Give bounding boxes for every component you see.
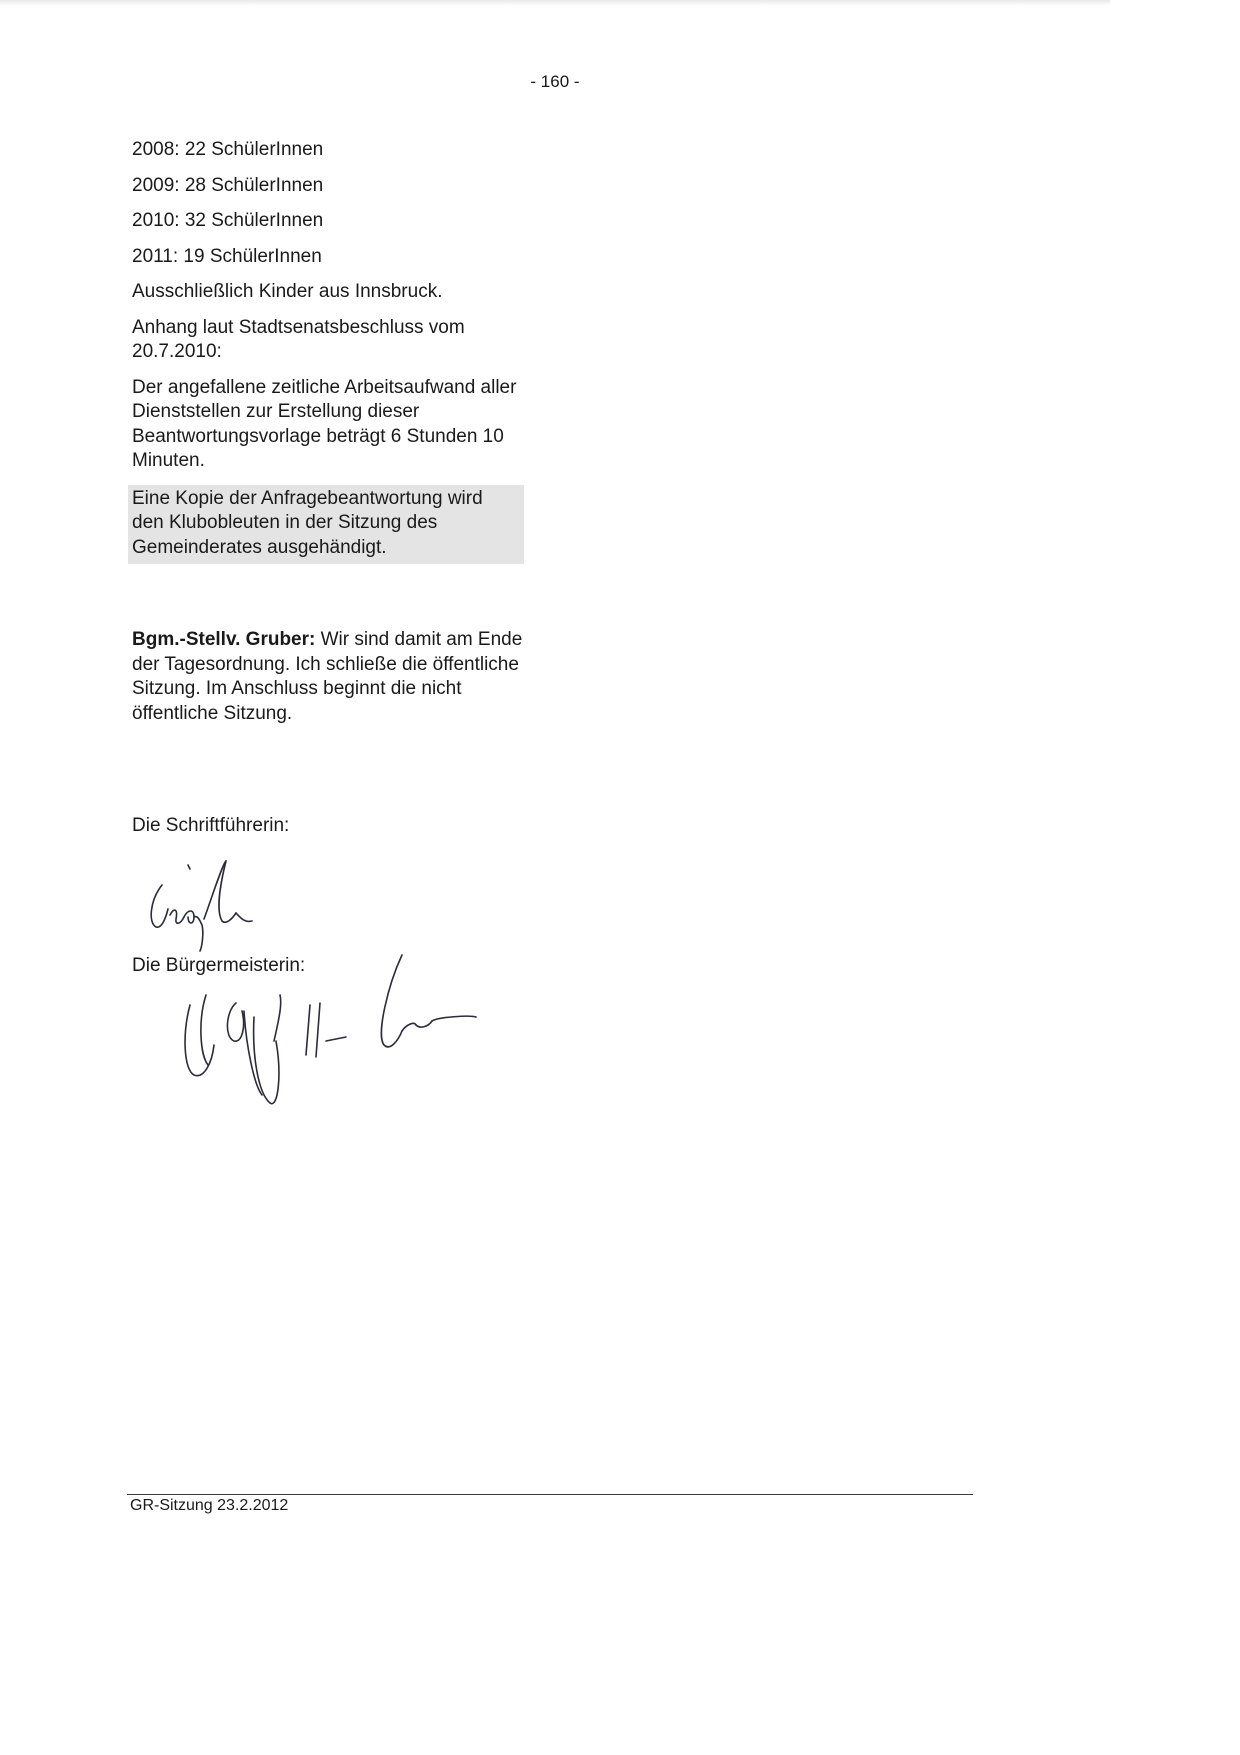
annex-note: Anhang laut Stadtsenatsbeschluss vom 20.7.2010: — [132, 316, 465, 362]
year-line-2009: 2009: 28 SchülerInnen — [132, 174, 324, 196]
year-line-2010: 2010: 32 SchülerInnen — [132, 210, 324, 231]
mayor-signature — [170, 945, 490, 1115]
highlighted-copy-note: Eine Kopie der Anfragebeantwortung wird den Klubobleuten in der Sitzung des Gemeinderates ausgehändigt. — [128, 485, 524, 565]
copy-note — [132, 485, 532, 565]
recorder-signature — [140, 855, 280, 955]
closing-statement — [132, 628, 532, 726]
speaker-name: Bgm.-Stellv. Gruber: — [132, 629, 316, 650]
page-number: - 160 - — [530, 72, 580, 91]
year-line-2008: 2008: 22 SchülerInnen — [132, 139, 324, 160]
recorder-signature-label: Die Schriftführerin: — [132, 815, 290, 836]
statement-text: Wir sind damit am Ende der Tagesordnung. Ich schließe die öffentliche Sitzung. Im Anschluss beginnt die nicht öffentliche Sitzung. — [132, 629, 523, 724]
scan-edge — [0, 0, 1110, 6]
mayor-signature-label: Die Bürgermeisterin: — [132, 955, 306, 976]
footer-rule — [127, 1494, 973, 1495]
origin-note: Ausschließlich Kinder aus Innsbruck. — [132, 281, 443, 302]
document-body — [132, 138, 532, 737]
year-line-2011: 2011: 19 SchülerInnen — [132, 245, 322, 267]
effort-note: Der angefallene zeitliche Arbeitsaufwand aller Dienststellen zur Erstellung dieser Beantwortungsvorlage beträgt 6 Stunden 10 Minuten. — [132, 376, 517, 471]
footer-session-date: GR-Sitzung 23.2.2012 — [130, 1497, 289, 1514]
